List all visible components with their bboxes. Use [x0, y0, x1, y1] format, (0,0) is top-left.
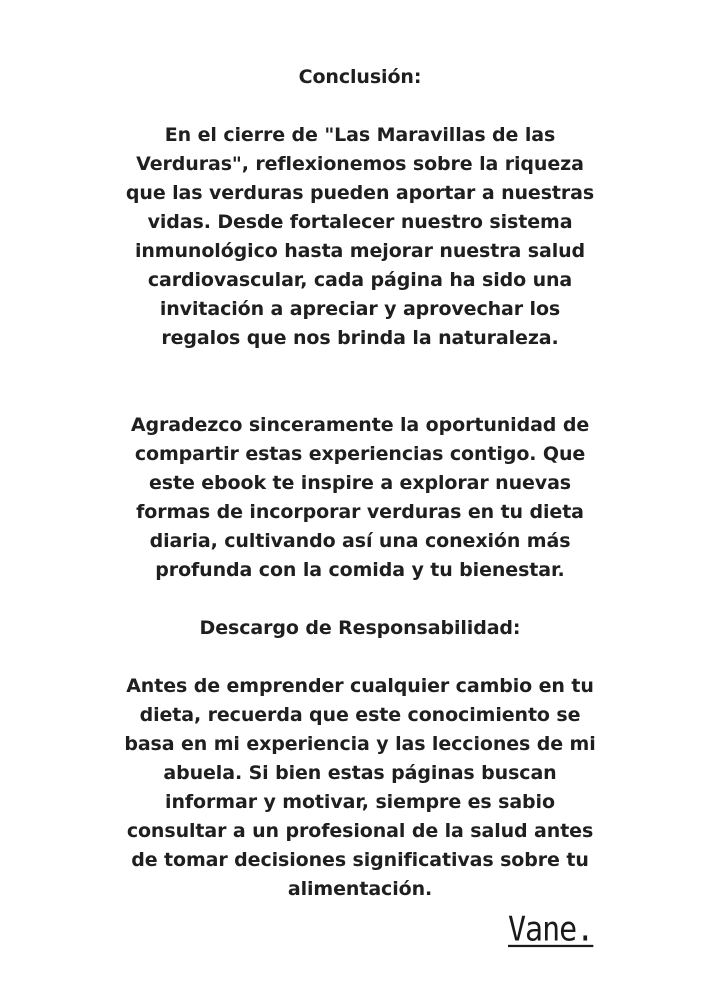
author-signature: Vane. [508, 910, 594, 950]
gratitude-paragraph: Agradezco sinceramente la oportunidad de compartir estas experiencias contigo. Que este ebook te inspire a explorar nuevas formas de incorporar verduras en tu dieta diaria, cultivando así una conexión más profunda con la comida y tu bienestar. [130, 414, 590, 581]
conclusion-heading: Conclusión: [298, 66, 422, 88]
disclaimer-heading: Descargo de Responsabilidad: [199, 617, 521, 639]
conclusion-paragraph: En el cierre de "Las Maravillas de las Verduras", reflexionemos sobre la riqueza que las verduras pueden aportar a nuestras vidas. Desde fortalecer nuestro sistema inmunológico hasta mejorar nuestra salud cardiovascular, cada página ha sido una invitación a apreciar y aprovechar los regalos que nos brinda la naturaleza. [125, 124, 595, 349]
disclaimer-paragraph: Antes de emprender cualquier cambio en tu dieta, recuerda que este conocimiento se basa en mi experiencia y las lecciones de mi abuela. Si bien estas páginas buscan informar y motivar, siempre es sabio consultar a un profesional de la salud antes de tomar decisiones significativas sobre tu alimentación. [124, 675, 596, 900]
